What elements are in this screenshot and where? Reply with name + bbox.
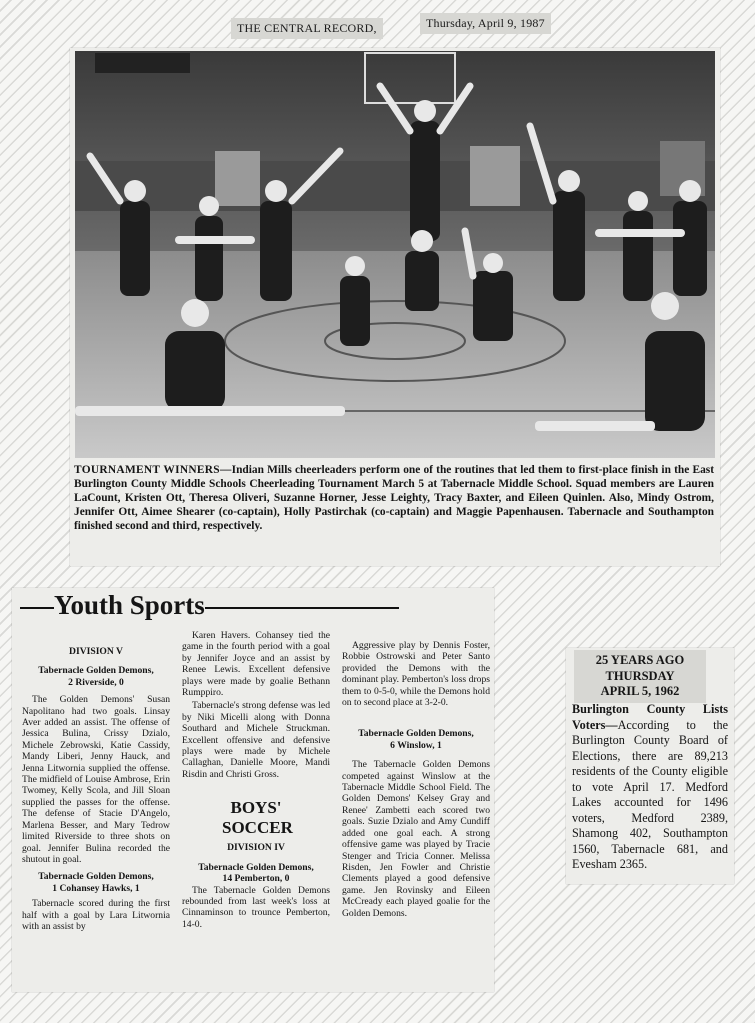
game-heading: Tabernacle Golden Demons, 14 Pemberton, 0 xyxy=(198,861,314,885)
paper-name-label: THE CENTRAL RECORD, xyxy=(231,18,383,39)
years-ago-story-body: According to the Burlington County Board of Elections, there are 89,213 residents of the County eligible to vote April 17. Medford Lakes accounted for 1496 voters, Medford 2389, Shamong 402, Southampton 1560, Tabernacle 681, and Evesham 2365. xyxy=(572,717,728,871)
game-report: The Tabernacle Golden Demons competed against Winslow at the Tabernacle Middle School Field. The Golden Demons' Kelsey Gray and Renee' Zambetti each scored two goals. Suzie Dzialo and Amy Cundiff added one goal each. A strong offensive game was played by Tracie Stenger and Tricia Conner. Melissa Risden, Jen Fowler and Christie Clements played a good defensive game. Jen Rovinsky and Eileen McCready each played goalie for the Golden Demons. xyxy=(342,759,490,919)
game-report: Tabernacle scored during the first half with a goal by Lara Litwornia with an assist by xyxy=(22,898,170,932)
game-report: Aggressive play by Dennis Foster, Robbie Ostrowski and Peter Santo provided the Demons with the dominant play. Pemberton's loss drops them to 0-5-0, while the Demons hold on to second place at 3-2-0. xyxy=(342,640,490,709)
photo-clipping xyxy=(70,48,720,566)
years-ago-clipping xyxy=(566,648,734,884)
years-ago-line3: APRIL 5, 1962 xyxy=(600,684,680,698)
years-ago-line1: 25 YEARS AGO xyxy=(595,653,685,667)
title-rule-right xyxy=(205,607,399,609)
title-rule-left xyxy=(20,607,54,609)
date-label: Thursday, April 9, 1987 xyxy=(420,13,551,34)
game-report: The Golden Demons' Susan Napolitano had two goals. Linsay Aver added an assist. The offense of Jessica Bulina, Crissy Dzialo, Michele Zebrowski, Katie Cassidy, Mandy Liberi, Jenny Hauck, and Jenna Litwornia supplied the offense. The midfield of Louise Ambrose, Erin Twomey, Kelly Scola, and Jill Sloan supplied the passes for the offense. The defense of Stacie D'Angelo, Marlena Besser, and Mary Tedrow limited Riverside to three shots on goal. Jennifer Bulina recorded the shutout in goal. xyxy=(22,694,170,865)
years-ago-line2: THURSDAY xyxy=(605,668,675,683)
cheerleaders-photo-icon xyxy=(75,51,715,458)
youth-sports-title-text: Youth Sports xyxy=(54,590,205,620)
game-heading: Tabernacle Golden Demons, 2 Riverside, 0 xyxy=(38,665,154,688)
boys-soccer-heading: BOYS' SOCCER xyxy=(222,798,293,838)
youth-sports-title xyxy=(20,590,490,626)
youth-sports-clipping xyxy=(12,588,494,992)
years-ago-heading xyxy=(574,650,706,703)
years-ago-story-head: Burlington County Lists Voters— xyxy=(572,702,728,732)
game-report: Karen Havers. Cohansey tied the game in the fourth period with a goal by Jennifer Joyce and an assist by Renee Lewis. Excellent defensive plays were made by goalie Bethann Rumppiro. xyxy=(182,630,330,699)
game-report: Tabernacle's strong defense was led by Niki Micelli along with Donna Southard and Michele Struckman. Excellent offensive and defensive plays were made by Michele Callaghan, Danielle Moore, Mandi Risdin and Christi Gross. xyxy=(182,700,330,780)
caption-body: Indian Mills cheerleaders perform one of the routines that led them to first-place finish in the East Burlington County Middle Schools Cheerleading Tournament March 5 at Tabernacle Middle School. Squad members are Lauren LaCount, Kristen Ott, Theresa Oliveri, Suzanne Horner, Jesse Leighty, Tracy Baxter, and Eileen Quinlen. Also, Mindy Ostrom, Jennifer Ott, Aimee Shearer (co-captain), Holly Pastirchak (co-captain) and Maggie Papenhausen. Tabernacle and Southampton finished second and third, respectively. xyxy=(74,464,714,532)
column-1 xyxy=(22,630,170,934)
game-report: The Tabernacle Golden Demons rebounded from last week's loss at Cinnaminson to trounce Pemberton, 14-0. xyxy=(182,884,330,930)
column-2 xyxy=(182,630,330,932)
cheerleaders-photo xyxy=(75,51,715,458)
division-heading: DIVISION V xyxy=(69,646,123,657)
game-heading: Tabernacle Golden Demons, 1 Cohansey Hawks, 1 xyxy=(38,871,154,894)
photo-caption xyxy=(74,464,714,534)
division-heading: DIVISION IV xyxy=(227,842,285,854)
years-ago-story xyxy=(572,702,728,873)
game-heading: Tabernacle Golden Demons, 6 Winslow, 1 xyxy=(358,728,474,751)
column-3 xyxy=(342,640,490,921)
caption-head: TOURNAMENT WINNERS— xyxy=(74,464,232,476)
